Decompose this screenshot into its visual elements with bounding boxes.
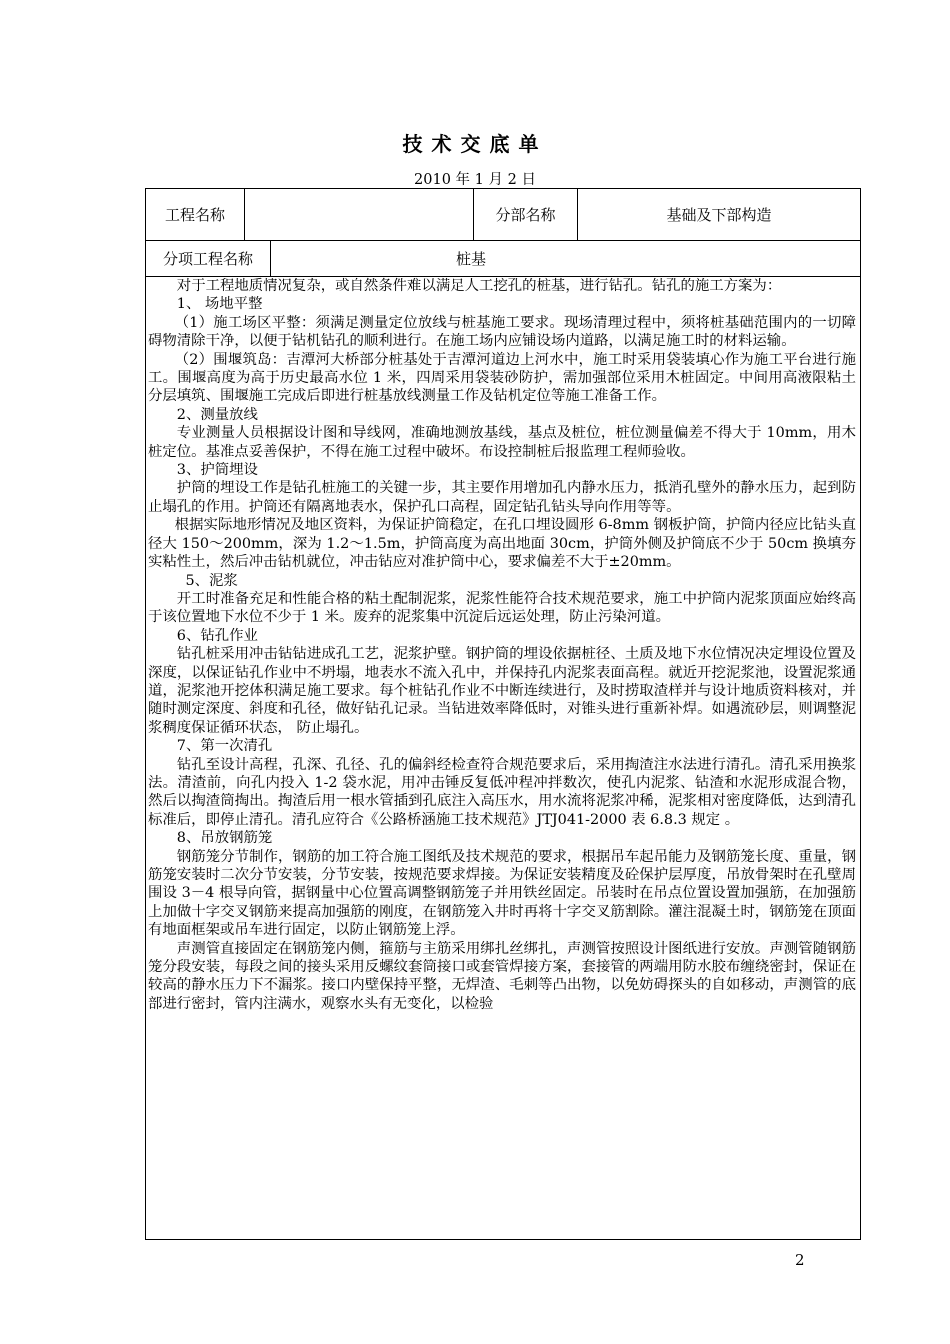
disclosure-content <box>148 277 856 1237</box>
content-paragraph: 对于工程地质情况复杂，或自然条件难以满足人工挖孔的桩基，进行钻孔。钻孔的施工方案为： <box>176 278 782 294</box>
page-number: 2 <box>795 1251 805 1269</box>
document-date: 2010 年 1 月 2 日 <box>414 172 536 188</box>
project-name-value <box>245 189 473 240</box>
section-heading: 5、泥浆 <box>185 572 238 589</box>
content-paragraph: （2）围堰筑岛：吉潭河大桥部分桩基处于吉潭河道边上河水中，施工时采用袋装填心作为施工平台进行施工。围堰高度为高于历史最高水位 1 米，四周采用袋装砂防护，需加强部位采用木桩固定。中间用高液限粘土分层填筑、围堰施工完成后即进行桩基放线测量工作及钻机定位等施工准备工作。 <box>148 351 856 405</box>
content-paragraph: 钻孔至设计高程，孔深、孔径、孔的偏斜经检查符合规范要求后，采用掏渣注水法进行清孔。清孔采用换浆法。清渣前，向孔内投入 1-2 袋水泥，用冲击锤反复低冲程冲拌数次，使孔内泥浆、钻渣和水泥形成混合物，然后以掏渣筒掏出。掏渣后用一根水管插到孔底注入高压水，用水流将泥浆冲稀，泥浆相对密度降低，达到清孔标准后，即停止清孔。清孔应符合《公路桥涵施工技术规范》JTJ041-2000 表 6.8.3 规定 。 <box>148 756 856 828</box>
content-paragraph: 钢筋笼分节制作，钢筋的加工符合施工图纸及技术规范的要求，根据吊车起吊能力及钢筋笼长度、重量，钢筋笼安装时二次分节安装，分节安装，按规范要求焊接。为保证安装精度及砼保护层厚度，吊放骨架时在孔壁周围设 3－4 根导向管，据钢量中心位置高调整钢筋笼子并用铁丝固定。吊装时在吊点位置设置加强筋，在加强筋上加做十字交叉钢筋来提高加强筋的刚度，在钢筋笼入井时再将十字交叉筋割除。灌注混凝土时，钢筋笼在顶面有地面框架或吊车进行固定，以防止钢筋笼上浮。 <box>148 848 856 939</box>
section-heading: 7、第一次清孔 <box>176 738 273 755</box>
division-value: 基础及下部构造 <box>666 206 772 224</box>
content-paragraph: 根据实际地形情况及地区资料，为保证护筒稳定，在孔口埋设圆形 6-8mm 钢板护筒，护筒内径应比钻头直径大 150～200mm，深为 1.2～1.5m，护筒高度为高出地面 30cm，护筒外侧及护筒底不少于 50cm 换填夯实粘性土，然后冲击钻机就位，冲击钻应对准护筒中心，要求偏差不大于±20mm。 <box>148 517 856 571</box>
section-heading: 8、吊放钢筋笼 <box>176 830 273 847</box>
section-heading: 2、测量放线 <box>176 406 258 423</box>
subitem-value: 桩基 <box>455 250 486 268</box>
document-title: 技术交底单 <box>402 132 548 156</box>
section-heading: 3、护筒埋设 <box>176 462 258 479</box>
section-heading: 6、钻孔作业 <box>176 627 258 644</box>
content-paragraph: 专业测量人员根据设计图和导线网，准确地测放基线，基点及桩位，桩位测量偏差不得大于 10mm，用木桩定位。基准点妥善保护，不得在施工过程中破坏。布设控制桩后报监理工程师验收。 <box>148 425 856 460</box>
subitem-label: 分项工程名称 <box>162 250 253 268</box>
content-paragraph: 声测管直接固定在钢筋笼内侧，箍筋与主筋采用绑扎丝绑扎，声测管按照设计图纸进行安放。声测管随钢筋笼分段安装，每段之间的接头采用反螺纹套筒接口或套管焊接方案，套接管的两端用防水胶布缠绕密封，保证在较高的静水压力下不漏浆。接口内壁保持平整，无焊渣、毛刺等凸出物，以免妨碍探头的自如移动，声测管的底部进行密封，管内注满水，观察水头有无变化，以检验 <box>148 940 856 1012</box>
project-name-label: 工程名称 <box>164 206 225 224</box>
content-paragraph: 钻孔桩采用冲击钻钻进成孔工艺，泥浆护壁。钢护筒的埋设依据桩径、土质及地下水位情况决定埋设位置及深度，以保证钻孔作业中不坍塌，地表水不流入孔中，并保持孔内泥浆表面高程。就近开挖泥浆池，设置泥浆通道，泥浆池开挖体积满足施工要求。每个桩钻孔作业不中断连续进行，及时捞取渣样并与设计地质资料核对，并随时测定深度、斜度和孔径，做好钻孔记录。当钻进效率降低时，对锥头进行重新补焊。如遇流砂层，则调整泥浆稠度保证循环状态， 防止塌孔。 <box>148 646 856 736</box>
content-paragraph: （1）施工场区平整：须满足测量定位放线与桩基施工要求。现场清理过程中，须将桩基础范围内的一切障碍物清除干净，以便于钻机钻孔的顺利进行。在施工场内应铺设场内道路，以满足施工时的材料运输。 <box>148 314 856 350</box>
content-paragraph: 开工时准备充足和性能合格的粘土配制泥浆，泥浆性能符合技术规范要求，施工中护筒内泥浆顶面应始终高于该位置地下水位不少于 1 米。废弃的泥浆集中沉淀后远运处理，防止污染河道。 <box>148 590 856 626</box>
content-paragraph: 护筒的埋设工作是钻孔桩施工的关键一步，其主要作用增加孔内静水压力，抵消孔壁外的静水压力，起到防止塌孔的作用。护筒还有隔离地表水，保护孔口高程，固定钻孔钻头导向作用等等。 <box>148 480 856 515</box>
section-heading: 1、 场地平整 <box>176 296 263 313</box>
division-label: 分部名称 <box>495 206 556 224</box>
